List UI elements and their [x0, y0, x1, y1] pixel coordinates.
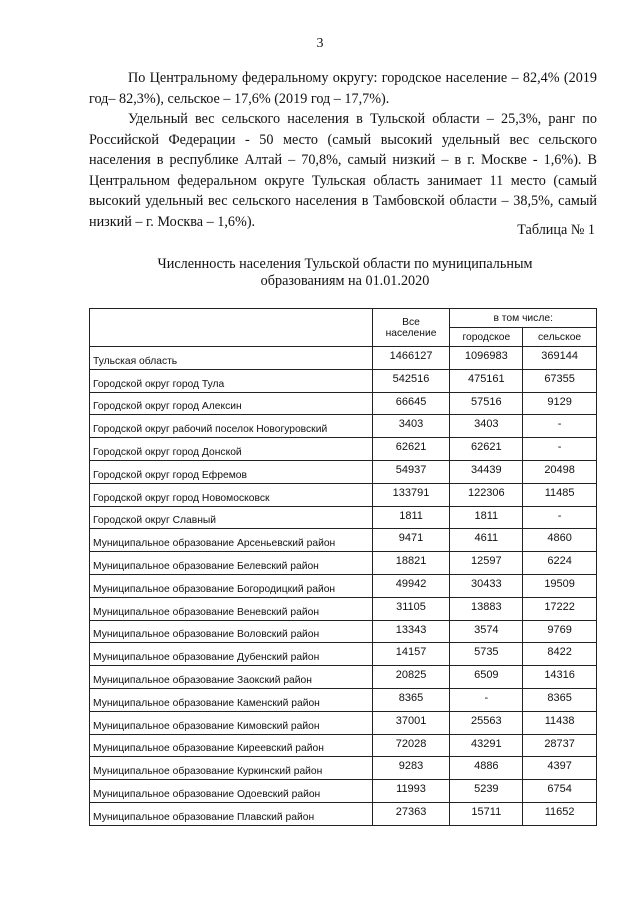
table-row: [90, 438, 597, 461]
table-row: [90, 711, 597, 734]
table-row: [90, 643, 597, 666]
row-urban: 4611: [450, 529, 523, 552]
row-urban: 475161: [450, 369, 523, 392]
table-row: [90, 574, 597, 597]
row-name: Муниципальное образование Плавский район: [90, 802, 373, 825]
row-rural: 20498: [523, 460, 597, 483]
row-total: 9471: [372, 529, 450, 552]
header-total-line1: Все: [402, 316, 420, 328]
row-urban: 57516: [450, 392, 523, 415]
row-name: Муниципальное образование Белевский район: [90, 552, 373, 575]
row-urban: 122306: [450, 483, 523, 506]
header-urban: городское: [450, 328, 523, 347]
row-rural: 17222: [523, 597, 597, 620]
row-name: Муниципальное образование Арсеньевский район: [90, 529, 373, 552]
row-name: Городской округ город Алексин: [90, 392, 373, 415]
row-total: 542516: [372, 369, 450, 392]
row-urban: 34439: [450, 460, 523, 483]
header-total-line2: население: [385, 327, 437, 339]
row-name: Муниципальное образование Воловский район: [90, 620, 373, 643]
row-name: Городской округ город Тула: [90, 369, 373, 392]
row-name: Городской округ город Ефремов: [90, 460, 373, 483]
table-title-line2: образованиям на 01.01.2020: [260, 273, 430, 289]
row-urban: 12597: [450, 552, 523, 575]
row-name: Муниципальное образование Кимовский район: [90, 711, 373, 734]
row-rural: 6754: [523, 780, 597, 803]
row-rural: 6224: [523, 552, 597, 575]
row-total: 20825: [372, 666, 450, 689]
row-rural: 67355: [523, 369, 597, 392]
row-rural: 4860: [523, 529, 597, 552]
header-total: [372, 309, 450, 347]
row-rural: 369144: [523, 347, 597, 370]
row-urban: 5239: [450, 780, 523, 803]
row-urban: 4886: [450, 757, 523, 780]
table-row: [90, 483, 597, 506]
row-urban: 5735: [450, 643, 523, 666]
row-rural: 8365: [523, 688, 597, 711]
row-urban: -: [450, 688, 523, 711]
row-urban: 30433: [450, 574, 523, 597]
row-rural: 11652: [523, 802, 597, 825]
row-name: Городской округ город Новомосковск: [90, 483, 373, 506]
row-total: 37001: [372, 711, 450, 734]
row-total: 14157: [372, 643, 450, 666]
row-name: Муниципальное образование Куркинский район: [90, 757, 373, 780]
row-rural: 28737: [523, 734, 597, 757]
row-urban: 3403: [450, 415, 523, 438]
row-rural: 14316: [523, 666, 597, 689]
header-group: в том числе:: [450, 309, 597, 328]
row-name: Муниципальное образование Веневский район: [90, 597, 373, 620]
row-rural: -: [523, 506, 597, 529]
table-row: [90, 780, 597, 803]
row-urban: 62621: [450, 438, 523, 461]
row-name: Муниципальное образование Каменский район: [90, 688, 373, 711]
row-urban: 6509: [450, 666, 523, 689]
row-total: 31105: [372, 597, 450, 620]
table-row: [90, 347, 597, 370]
row-name: Муниципальное образование Дубенский район: [90, 643, 373, 666]
table-row: [90, 392, 597, 415]
paragraph-rural-share: Удельный вес сельского населения в Тульской области – 25,3%, ранг по Российской Федерации - 50 место (самый высокий удельный вес сельского населения в республике Алтай – 70,8%, самый низкий – в г. Москве - 1,6%). В Центральном федеральном округе Тульская область занимает 11 место (самый высокий удельный вес сельского населения в Тамбовской области – 38,5%, самый низкий – г. Москва – 1,6%).: [89, 111, 597, 230]
table-row: [90, 734, 597, 757]
table-row: [90, 802, 597, 825]
table-row: [90, 666, 597, 689]
row-name: Городской округ Славный: [90, 506, 373, 529]
population-table: [89, 308, 597, 826]
header-rural: сельское: [523, 328, 597, 347]
paragraph-urban-rural-cfo: По Центральному федеральному округу: городское население – 82,4% (2019 год– 82,3%), сельское – 17,6% (2019 год – 17,7%).: [89, 70, 597, 107]
table-row: [90, 620, 597, 643]
table-row: [90, 552, 597, 575]
row-rural: 9129: [523, 392, 597, 415]
row-urban: 1096983: [450, 347, 523, 370]
row-urban: 3574: [450, 620, 523, 643]
row-total: 54937: [372, 460, 450, 483]
table-row: [90, 529, 597, 552]
row-name: Муниципальное образование Богородицкий район: [90, 574, 373, 597]
row-rural: 11438: [523, 711, 597, 734]
row-total: 1466127: [372, 347, 450, 370]
row-total: 13343: [372, 620, 450, 643]
row-total: 8365: [372, 688, 450, 711]
row-total: 3403: [372, 415, 450, 438]
row-rural: 8422: [523, 643, 597, 666]
table-label: Таблица № 1: [517, 222, 595, 238]
row-total: 49942: [372, 574, 450, 597]
row-name: Муниципальное образование Одоевский район: [90, 780, 373, 803]
header-empty-cell: [90, 309, 373, 347]
row-rural: 11485: [523, 483, 597, 506]
row-total: 1811: [372, 506, 450, 529]
table-title: [90, 256, 600, 290]
table-row: [90, 597, 597, 620]
row-total: 62621: [372, 438, 450, 461]
row-urban: 13883: [450, 597, 523, 620]
row-rural: 19509: [523, 574, 597, 597]
row-urban: 1811: [450, 506, 523, 529]
row-rural: -: [523, 415, 597, 438]
row-name: Городской округ город Донской: [90, 438, 373, 461]
row-total: 72028: [372, 734, 450, 757]
row-total: 11993: [372, 780, 450, 803]
table-row: [90, 415, 597, 438]
row-total: 66645: [372, 392, 450, 415]
page-number: 3: [316, 36, 324, 51]
row-urban: 43291: [450, 734, 523, 757]
row-total: 18821: [372, 552, 450, 575]
table-title-line1: Численность населения Тульской области по муниципальным: [157, 256, 533, 272]
table-row: [90, 506, 597, 529]
row-name: Муниципальное образование Киреевский район: [90, 734, 373, 757]
row-total: 9283: [372, 757, 450, 780]
row-urban: 15711: [450, 802, 523, 825]
row-rural: 4397: [523, 757, 597, 780]
row-urban: 25563: [450, 711, 523, 734]
row-name: Тульская область: [90, 347, 373, 370]
row-name: Городской округ рабочий поселок Новогуровский: [90, 415, 373, 438]
row-total: 27363: [372, 802, 450, 825]
row-rural: 9769: [523, 620, 597, 643]
row-name: Муниципальное образование Заокский район: [90, 666, 373, 689]
row-rural: -: [523, 438, 597, 461]
row-total: 133791: [372, 483, 450, 506]
table-row: [90, 369, 597, 392]
table-row: [90, 688, 597, 711]
table-row: [90, 757, 597, 780]
table-row: [90, 460, 597, 483]
